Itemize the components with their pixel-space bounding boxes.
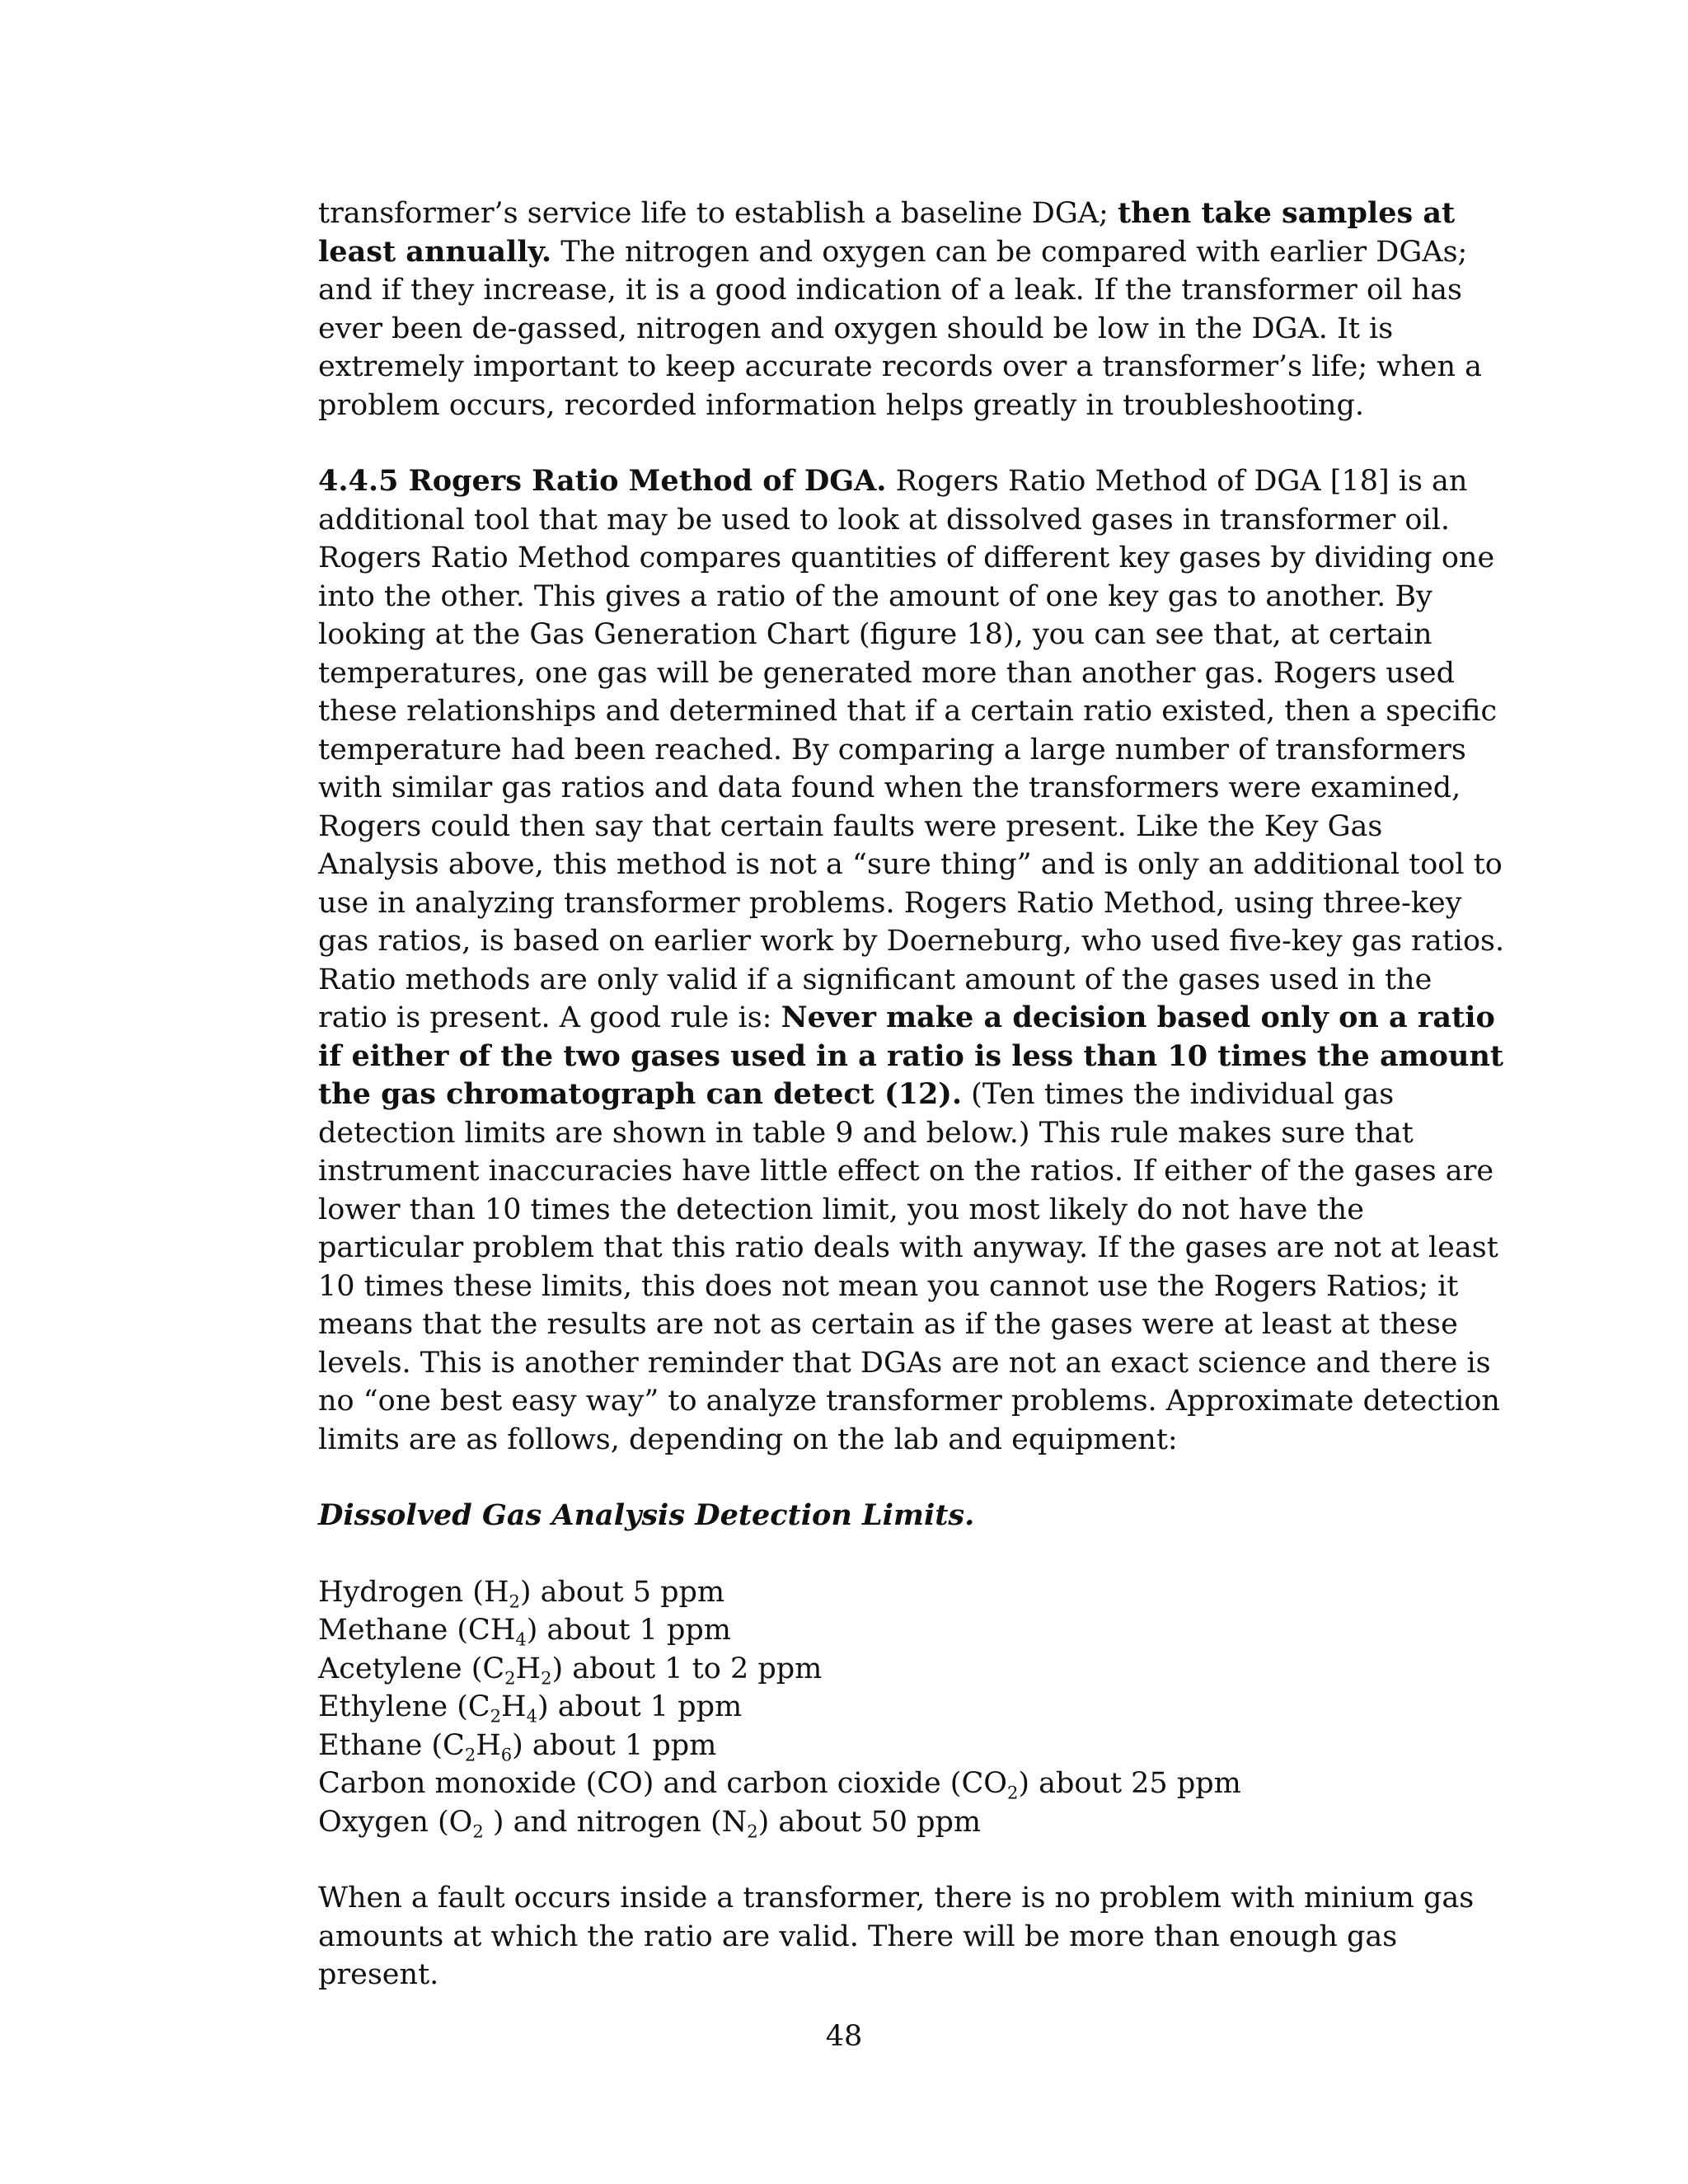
subscript: 2 [1006,1783,1019,1803]
page-number: 48 [825,2020,863,2053]
limit-ethane [318,1727,1505,1765]
limit-text: Oxygen (O [318,1805,473,1839]
limit-text: Hydrogen (H [318,1575,509,1609]
limit-text: ) about 1 ppm [526,1614,731,1647]
subscript: 4 [526,1706,537,1727]
paragraph-text: Rogers Ratio Method of DGA [18] is an additional tool that may be used to look at dissolved gases in transformer oil. Rogers Ratio Method compares quantities of different key gases by dividing one into the other. This gives a ratio of the amount of one key gas to another. By looking at the Gas Generation Chart (figure 18), you can see that, at certain temperatures, one gas will be generated more than another gas. Rogers used these relationships and determined that if a certain ratio existed, then a specific temperature had been reached. By comparing a large number of transformers with similar gas ratios and data found when the transformers were examined, Rogers could then say that certain faults were present. Like the Key Gas Analysis above, this method is not a “sure thing” and is only an additional tool to use in analyzing transformer problems. Rogers Ratio Method, using three-key gas ratios, is based on earlier work by Doerneburg, who used five-key gas ratios. Ratio methods are only valid if a significant amount of the gases used in the ratio is present. A good rule is: [318,465,1505,1034]
subscript: 2 [509,1591,520,1611]
paragraph-rogers-ratio [318,462,1505,1459]
detection-limits-list [318,1573,1505,1842]
limit-text: Methane (CH [318,1614,516,1647]
limit-acetylene [318,1650,1505,1689]
limit-text: Carbon monoxide (CO) and carbon cioxide (CO [318,1767,1007,1800]
subscript: 2 [747,1821,758,1841]
section-heading: 4.4.5 Rogers Ratio Method of DGA. [318,464,887,498]
page-body [318,194,1505,1994]
limit-text: ) about 5 ppm [519,1575,725,1609]
limit-text: H [476,1728,501,1762]
limit-text: Ethane (C [318,1728,465,1762]
subscript: 2 [490,1706,502,1727]
bold-rule: Never make a decision based only on a ratio if either of the two gases used in a ratio is less than 10 times the amount the gas chromatograph can detect (12). [318,1001,1504,1111]
limit-methane [318,1611,1505,1650]
paragraph-text: The nitrogen and oxygen can be compared with earlier DGAs; and if they increase, it is a good indication of a leak. If the transformer oil has ever been de-gassed, nitrogen and oxygen should be low in the DGA. It is extremely important to keep accurate records over a transformer’s life; when a problem occurs, recorded information helps greatly in troubleshooting. [318,235,1482,422]
limit-text: ) about 50 ppm [757,1805,982,1839]
paragraph-text: transformer’s service life to establish a baseline DGA; [318,197,1118,230]
limit-text: ) about 1 ppm [512,1728,717,1762]
limit-text: ) about 1 ppm [537,1690,743,1723]
subscript: 2 [472,1821,484,1841]
subscript: 4 [515,1629,527,1650]
subscript: 2 [541,1667,552,1688]
limit-text: H [501,1690,527,1723]
detection-limits-heading: Dissolved Gas Analysis Detection Limits. [318,1498,975,1532]
paragraph-closing: When a fault occurs inside a transformer, there is no problem with minium gas amounts at which the ratio are valid. There will be more than enough gas present. [318,1882,1475,1991]
bold-emphasis: then take samples at least annually. [318,196,1456,269]
limit-carbon-oxides [318,1765,1505,1803]
subscript: 2 [464,1744,476,1765]
paragraph-baseline-dga [318,194,1505,424]
limit-text: Acetylene (C [318,1652,505,1685]
paragraph-text: (Ten times the individual gas detection limits are shown in table 9 and below.) This rule makes sure that instrument inaccuracies have little effect on the ratios. If either of the gases are lower than 10 times the detection limit, you most likely do not have the particular problem that this ratio deals with anyway. If the gases are not at least 10 times these limits, this does not mean you cannot use the Rogers Ratios; it means that the results are not as certain as if the gases were at least at these levels. This is another reminder that DGAs are not an exact science and there is no “one best easy way” to analyze transformer problems. Approximate detection limits are as follows, depending on the lab and equipment: [318,1078,1500,1456]
limit-text: Ethylene (C [318,1690,490,1723]
limit-text: H [515,1652,542,1685]
limit-ethylene [318,1688,1505,1727]
limit-hydrogen [318,1573,1505,1612]
subscript: 6 [500,1744,513,1765]
limit-text: ) about 1 to 2 ppm [551,1652,823,1685]
limit-text: ) and nitrogen (N [483,1805,748,1839]
limit-text: ) about 25 ppm [1018,1767,1241,1800]
subscript: 2 [504,1667,516,1688]
limit-oxygen-nitrogen [318,1803,1505,1842]
